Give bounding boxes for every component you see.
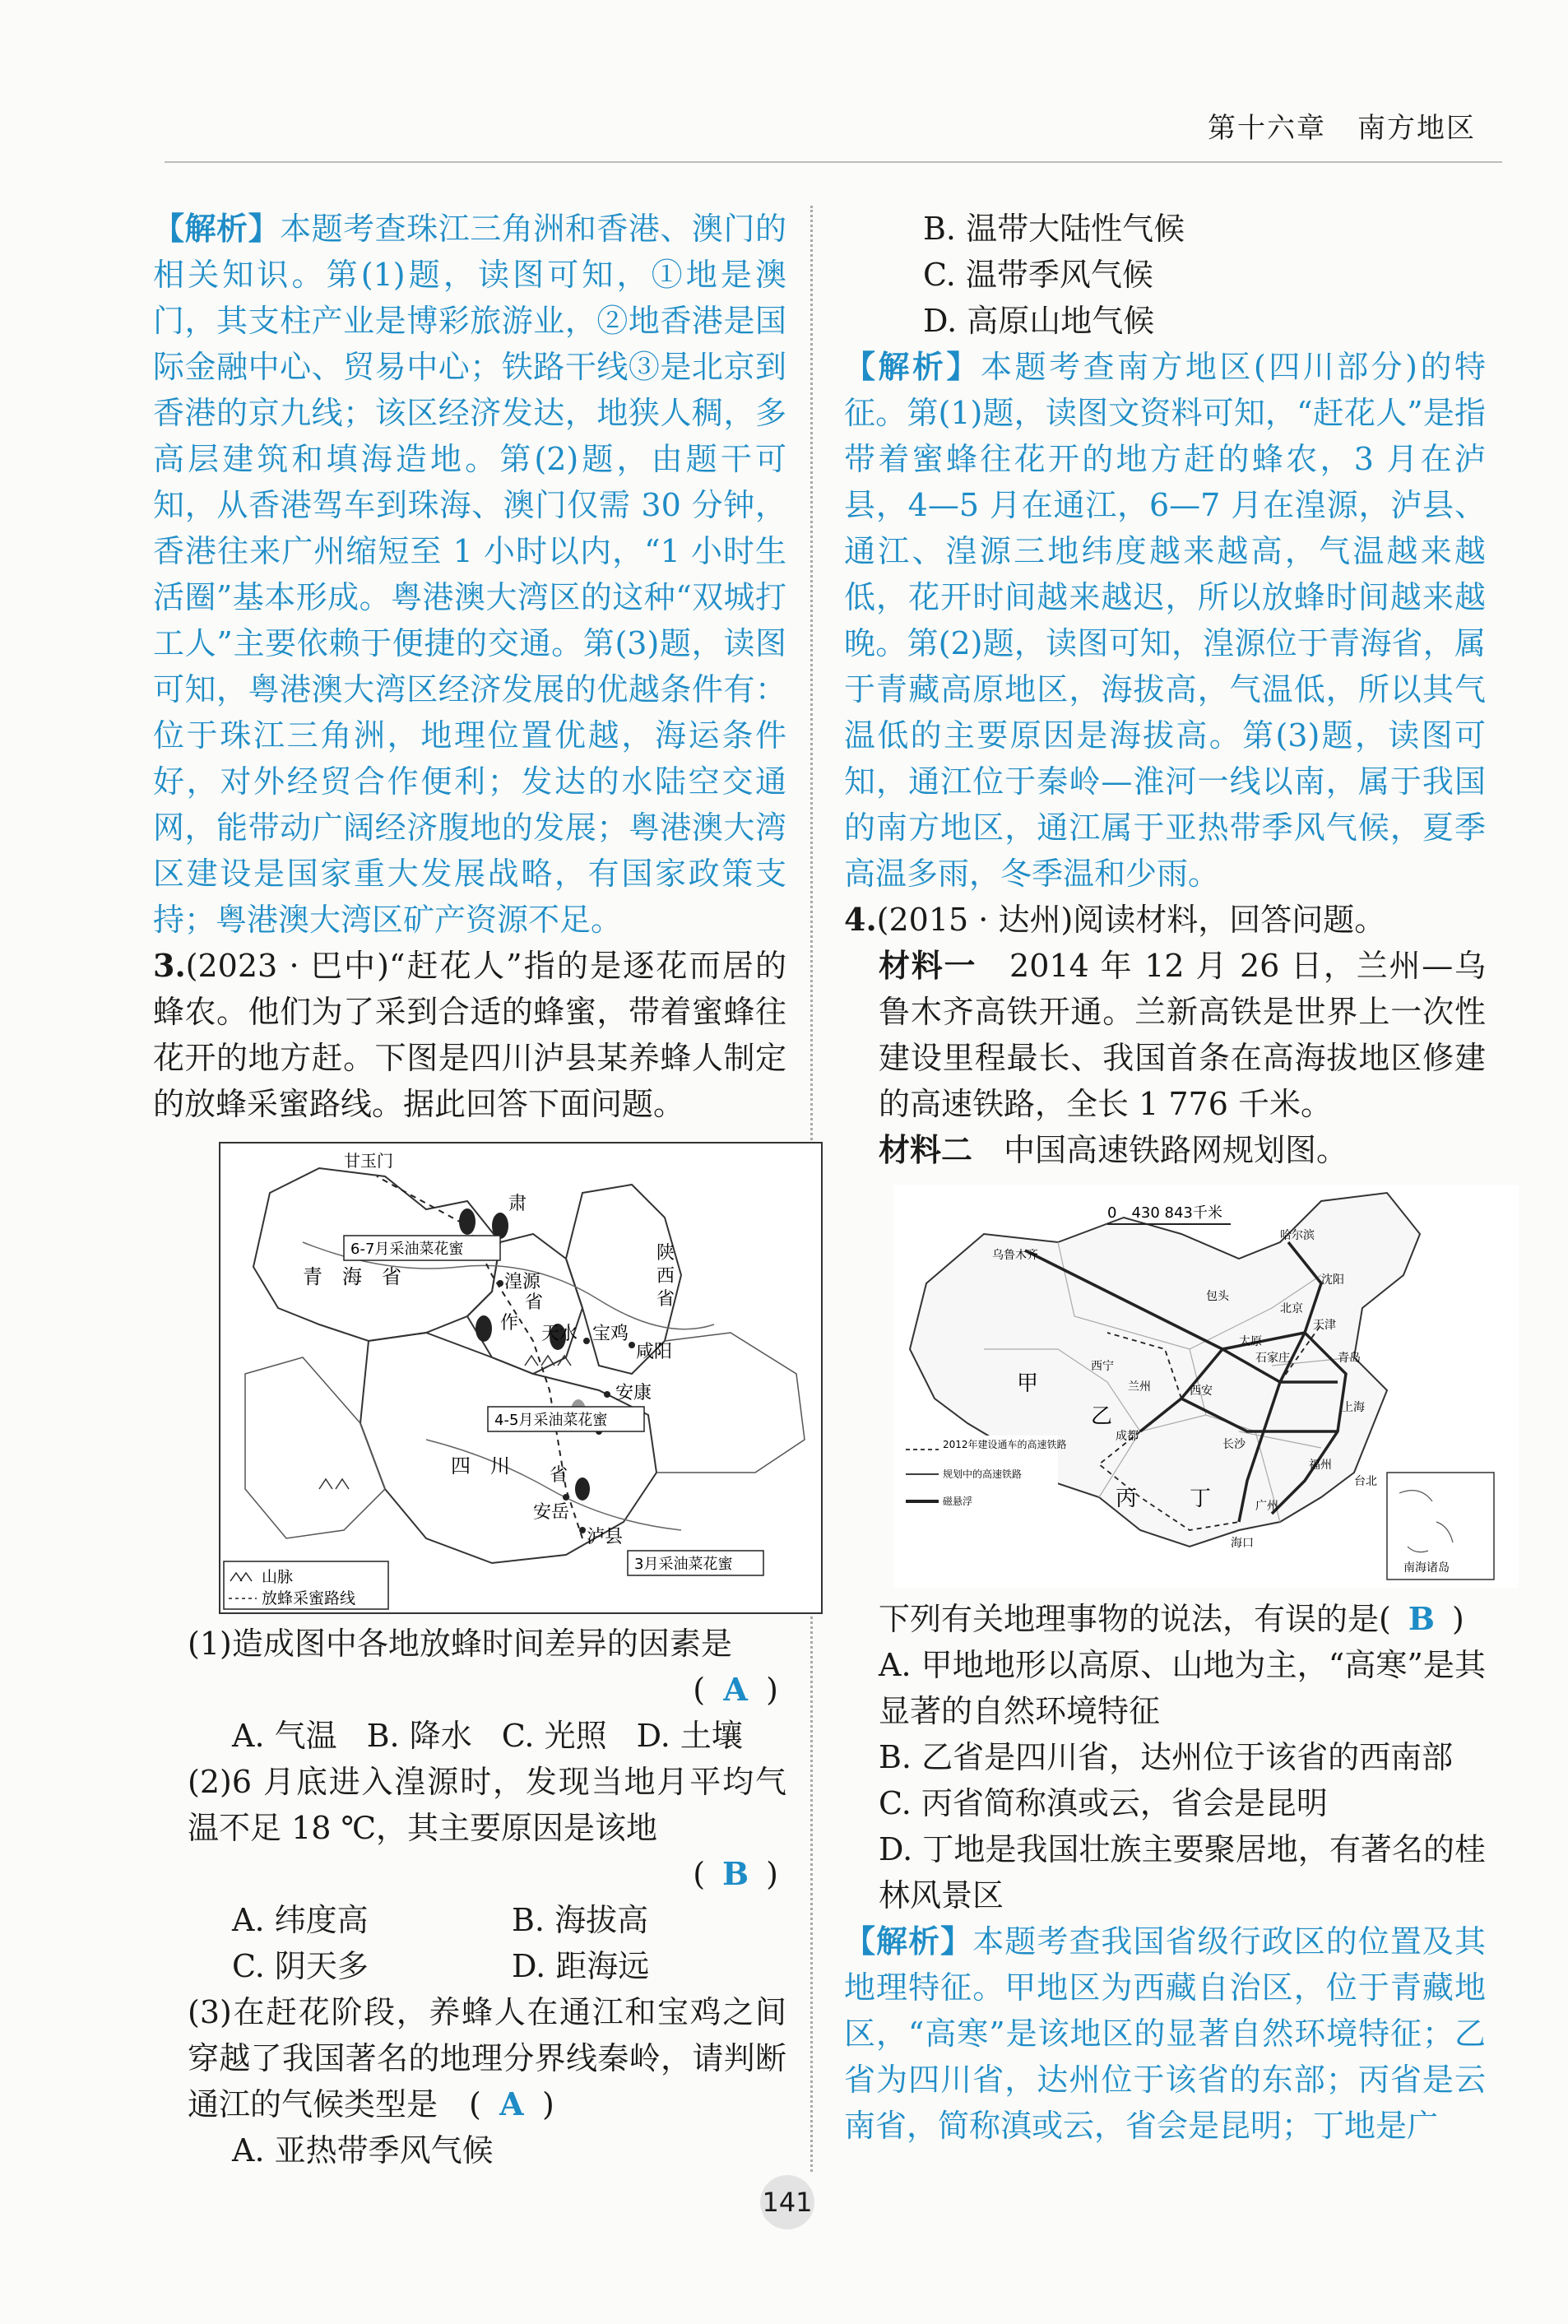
answer-bracket-3-2: ( B ) <box>153 1851 786 1897</box>
beekeeping-route-map <box>219 1142 823 1614</box>
section-title: 南方地区 <box>1357 112 1476 145</box>
material-2 <box>844 1127 1486 1173</box>
map-label-qinghai: 青 海 省 <box>303 1265 401 1288</box>
option-b: B. 海拔高 <box>512 1902 649 1938</box>
analysis-text: 本题考查我国省级行政区的位置及其地理特征。甲地区为西藏自治区，位于青藏地区，“高寒”是该地区的显著自然环境特征；乙省为四川省，达州位于该省的东部；丙省是云南省，简称滇或云，省会是昆明；丁地是广 <box>844 1923 1486 2144</box>
map-label-baoji: 宝鸡 <box>592 1324 629 1344</box>
right-column <box>844 206 1486 2149</box>
analysis-tag: 【解析】 <box>153 210 281 247</box>
city-xining: 西宁 <box>1091 1360 1114 1373</box>
map-scale: 0 430 843千米 <box>1107 1204 1222 1222</box>
city-shijiazhuang: 石家庄 <box>1255 1352 1290 1365</box>
region-yi: 乙 <box>1091 1404 1113 1429</box>
rail-map-svg <box>893 1185 1519 1588</box>
map-label-tianshui: 天水 <box>541 1324 578 1344</box>
map-label-xianyang: 咸阳 <box>636 1342 673 1362</box>
question-3-1: (1)造成图中各地放蜂时间差异的因素是 <box>188 1626 732 1662</box>
options-3-1 <box>153 1713 786 1759</box>
material-1-text: 2014 年 12 月 26 日，兰州—乌鲁木齐高铁开通。兰新高铁是世界上一次性建设里程最长、我国首条在高海拔地区修建的高速铁路，全长 1 776 千米。 <box>879 948 1486 1122</box>
map-svg <box>220 1143 821 1612</box>
answer-4: B <box>1408 1600 1435 1637</box>
map-box-june-july: 6-7月采油菜花蜜 <box>350 1241 464 1258</box>
question-3-2: (2)6 月底进入湟源时，发现当地月平均气温不足 18 ℃，其主要原因是该地 <box>188 1764 786 1846</box>
city-taiyuan: 太原 <box>1239 1335 1262 1348</box>
option-a: A. 亚热带季风气候 <box>232 2132 494 2169</box>
city-qingdao: 青岛 <box>1338 1352 1361 1365</box>
options-3-2 <box>153 1897 786 1989</box>
map-label-luxian: 泸县 <box>587 1527 624 1547</box>
map-label-ganyumen: 甘玉门 <box>344 1151 393 1171</box>
material-2-text: 中国高速铁路网规划图。 <box>1004 1132 1348 1168</box>
city-shenyang: 沈阳 <box>1321 1273 1344 1287</box>
city-tianjin: 天津 <box>1313 1319 1336 1332</box>
chapter-title: 第十六章 <box>1208 112 1326 145</box>
map-label-sichuan: 四 川 <box>451 1454 510 1477</box>
high-speed-rail-map <box>893 1185 1519 1588</box>
analysis-tag: 【解析】 <box>844 1923 973 1960</box>
material-1-label: 材料一 <box>879 947 977 984</box>
map-box-april-may: 4-5月采油菜花蜜 <box>494 1412 608 1429</box>
city-baotou: 包头 <box>1206 1290 1229 1303</box>
city-xian: 西安 <box>1190 1385 1213 1398</box>
material-2-label: 材料二 <box>879 1131 973 1168</box>
analysis-text: 本题考查珠江三角洲和香港、澳门的相关知识。第(1)题，读图可知，①地是澳门，其支柱产业是博彩旅游业，②地香港是国际金融中心、贸易中心；铁路干线③是北京到香港的京九线；该区经济发达，地狭人稠，多高层建筑和填海造地。第(2)题，由题干可知，从香港驾车到珠海、澳门仅需 30 分钟，香港往来广州缩短至 1 小时以内，“1 小时生活圈”基本形成。粤港澳大湾区的这种“双城打工人”主要依赖于便捷的交通。第(3)题，读图可知，粤港澳大湾区经济发展的优越条件有：位于珠江三角洲，地理位置优越，海运条件好，对外经贸合作便利；发达的水陆空交通网，能带动广阔经济腹地的发展；粤港澳大湾区建设是国家重大发展战略，有国家政策支持；粤港澳大湾区矿产资源不足。 <box>153 211 786 938</box>
city-haikou: 海口 <box>1231 1537 1254 1550</box>
question-4-prompt: 下列有关地理事物的说法，有误的是( B ) <box>844 1596 1486 1642</box>
answer-3-3: A <box>499 2085 524 2122</box>
map-label-shaanxi2: 西 <box>656 1266 675 1287</box>
option-b: B. 温带大陆性气候 <box>923 211 1185 247</box>
question-3-3: (3)在赶花阶段，养蜂人在通江和宝鸡之间穿越了我国著名的地理分界线秦岭，请判断通江的气候类型是 ( A ) <box>153 1989 786 2127</box>
option-d: D. 丁地是我国壮族主要聚居地，有著名的桂林风景区 <box>879 1831 1486 1913</box>
city-urumqi: 乌鲁木齐 <box>992 1249 1038 1262</box>
option-b: B. 降水 <box>366 1718 472 1754</box>
analysis-block-2 <box>844 344 1486 897</box>
legend-mountain: 山脉 <box>262 1568 294 1586</box>
page-header <box>1176 105 1476 146</box>
map-label-zuo: 作 <box>500 1313 519 1334</box>
option-c: C. 阴天多 <box>232 1948 369 1984</box>
answer-3-1: A <box>723 1671 748 1708</box>
option-a: A. 气温 <box>232 1718 337 1754</box>
question-4-stem <box>844 897 1486 943</box>
question-4-text: 下列有关地理事物的说法，有误的是 <box>879 1601 1380 1637</box>
material-1 <box>844 943 1486 1127</box>
city-changsha: 长沙 <box>1222 1438 1246 1451</box>
inset-label: 南海诸岛 <box>1403 1561 1450 1575</box>
map-label-anyue: 安岳 <box>533 1502 570 1523</box>
option-c: C. 光照 <box>501 1718 607 1754</box>
map-label-shaanxi1: 陕 <box>656 1243 675 1264</box>
map-label-ankang: 安康 <box>615 1383 652 1403</box>
city-chengdu: 成都 <box>1116 1430 1139 1443</box>
page-number: 141 <box>760 2175 814 2229</box>
region-jia: 甲 <box>1017 1371 1039 1396</box>
city-lanzhou: 兰州 <box>1128 1380 1151 1394</box>
header-rule <box>165 161 1502 163</box>
analysis-block-3 <box>844 1918 1486 2149</box>
legend-planned: 规划中的高速铁路 <box>943 1468 1023 1480</box>
analysis-block <box>153 206 786 943</box>
question-text: (2015 · 达州)阅读材料，回答问题。 <box>876 902 1386 938</box>
question-text: (2023 · 巴中)“赶花人”指的是逐花而居的蜂农。他们为了采到合适的蜂蜜，带着蜜蜂往花开的地方赶。下图是四川泸县某养蜂人制定的放蜂采蜜路线。据此回答下面问题。 <box>153 948 786 1122</box>
analysis-text: 本题考查南方地区(四川部分)的特征。第(1)题，读图文资料可知，“赶花人”是指带着蜜蜂往花开的地方赶的蜂农，3 月在泸县，4—5 月在通江，6—7 月在湟源，泸县、通江、湟源三地纬度越来越高，气温越来越低，花开时间越来越迟，所以放蜂时间越来越晚。第(2)题，读图可知，湟源位于青海省，属于青藏高原地区，海拔高，气温低，所以其气温低的主要原因是海拔高。第(3)题，读图可知，通江位于秦岭—淮河一线以南，属于我国的南方地区，通江属于亚热带季风气候，夏季高温多雨，冬季温和少雨。 <box>844 349 1486 892</box>
legend-built: 2012年建设通车的高速铁路 <box>943 1439 1067 1450</box>
map-label-sheng: 省 <box>525 1292 544 1313</box>
question-3-3-text: (3)在赶花阶段，养蜂人在通江和宝鸡之间穿越了我国著名的地理分界线秦岭，请判断通江的气候类型是 <box>188 1994 786 2122</box>
question-number: 4. <box>844 901 877 938</box>
city-fuzhou: 福州 <box>1309 1459 1332 1472</box>
answer-3-2: B <box>722 1855 749 1892</box>
option-a: A. 纬度高 <box>232 1902 369 1938</box>
map-label-sichuan-sheng: 省 <box>550 1465 568 1486</box>
option-d: D. 土壤 <box>636 1718 743 1754</box>
answer-bracket-3-1: ( A ) <box>153 1667 786 1713</box>
option-a: A. 甲地地形以高原、山地为主，“高寒”是其显著的自然环境特征 <box>879 1647 1486 1729</box>
option-c: C. 温带季风气候 <box>923 257 1153 293</box>
option-b: B. 乙省是四川省，达州位于该省的西南部 <box>879 1739 1454 1775</box>
legend-route: 放蜂采蜜路线 <box>262 1589 356 1607</box>
map-box-march: 3月采油菜花蜜 <box>634 1556 733 1573</box>
map-label-huangyuan: 湟源 <box>504 1272 541 1292</box>
question-3-stem <box>153 943 786 1127</box>
legend-maglev: 磁悬浮 <box>943 1496 973 1507</box>
map-label-shaanxi3: 省 <box>656 1289 675 1310</box>
analysis-tag: 【解析】 <box>844 348 981 385</box>
map-label-su: 肃 <box>508 1194 527 1214</box>
option-d: D. 高原山地气候 <box>923 303 1155 339</box>
option-d: D. 距海远 <box>512 1948 650 1984</box>
question-number: 3. <box>153 947 186 984</box>
left-column <box>153 206 786 2173</box>
option-c: C. 丙省简称滇或云，省会是昆明 <box>879 1785 1328 1821</box>
city-taipei: 台北 <box>1354 1475 1377 1488</box>
region-bing: 丙 <box>1116 1487 1138 1511</box>
city-harbin: 哈尔滨 <box>1280 1229 1315 1242</box>
region-ding: 丁 <box>1190 1487 1212 1511</box>
city-beijing: 北京 <box>1280 1302 1303 1315</box>
city-guangzhou: 广州 <box>1255 1500 1278 1513</box>
city-shanghai: 上海 <box>1342 1401 1365 1414</box>
